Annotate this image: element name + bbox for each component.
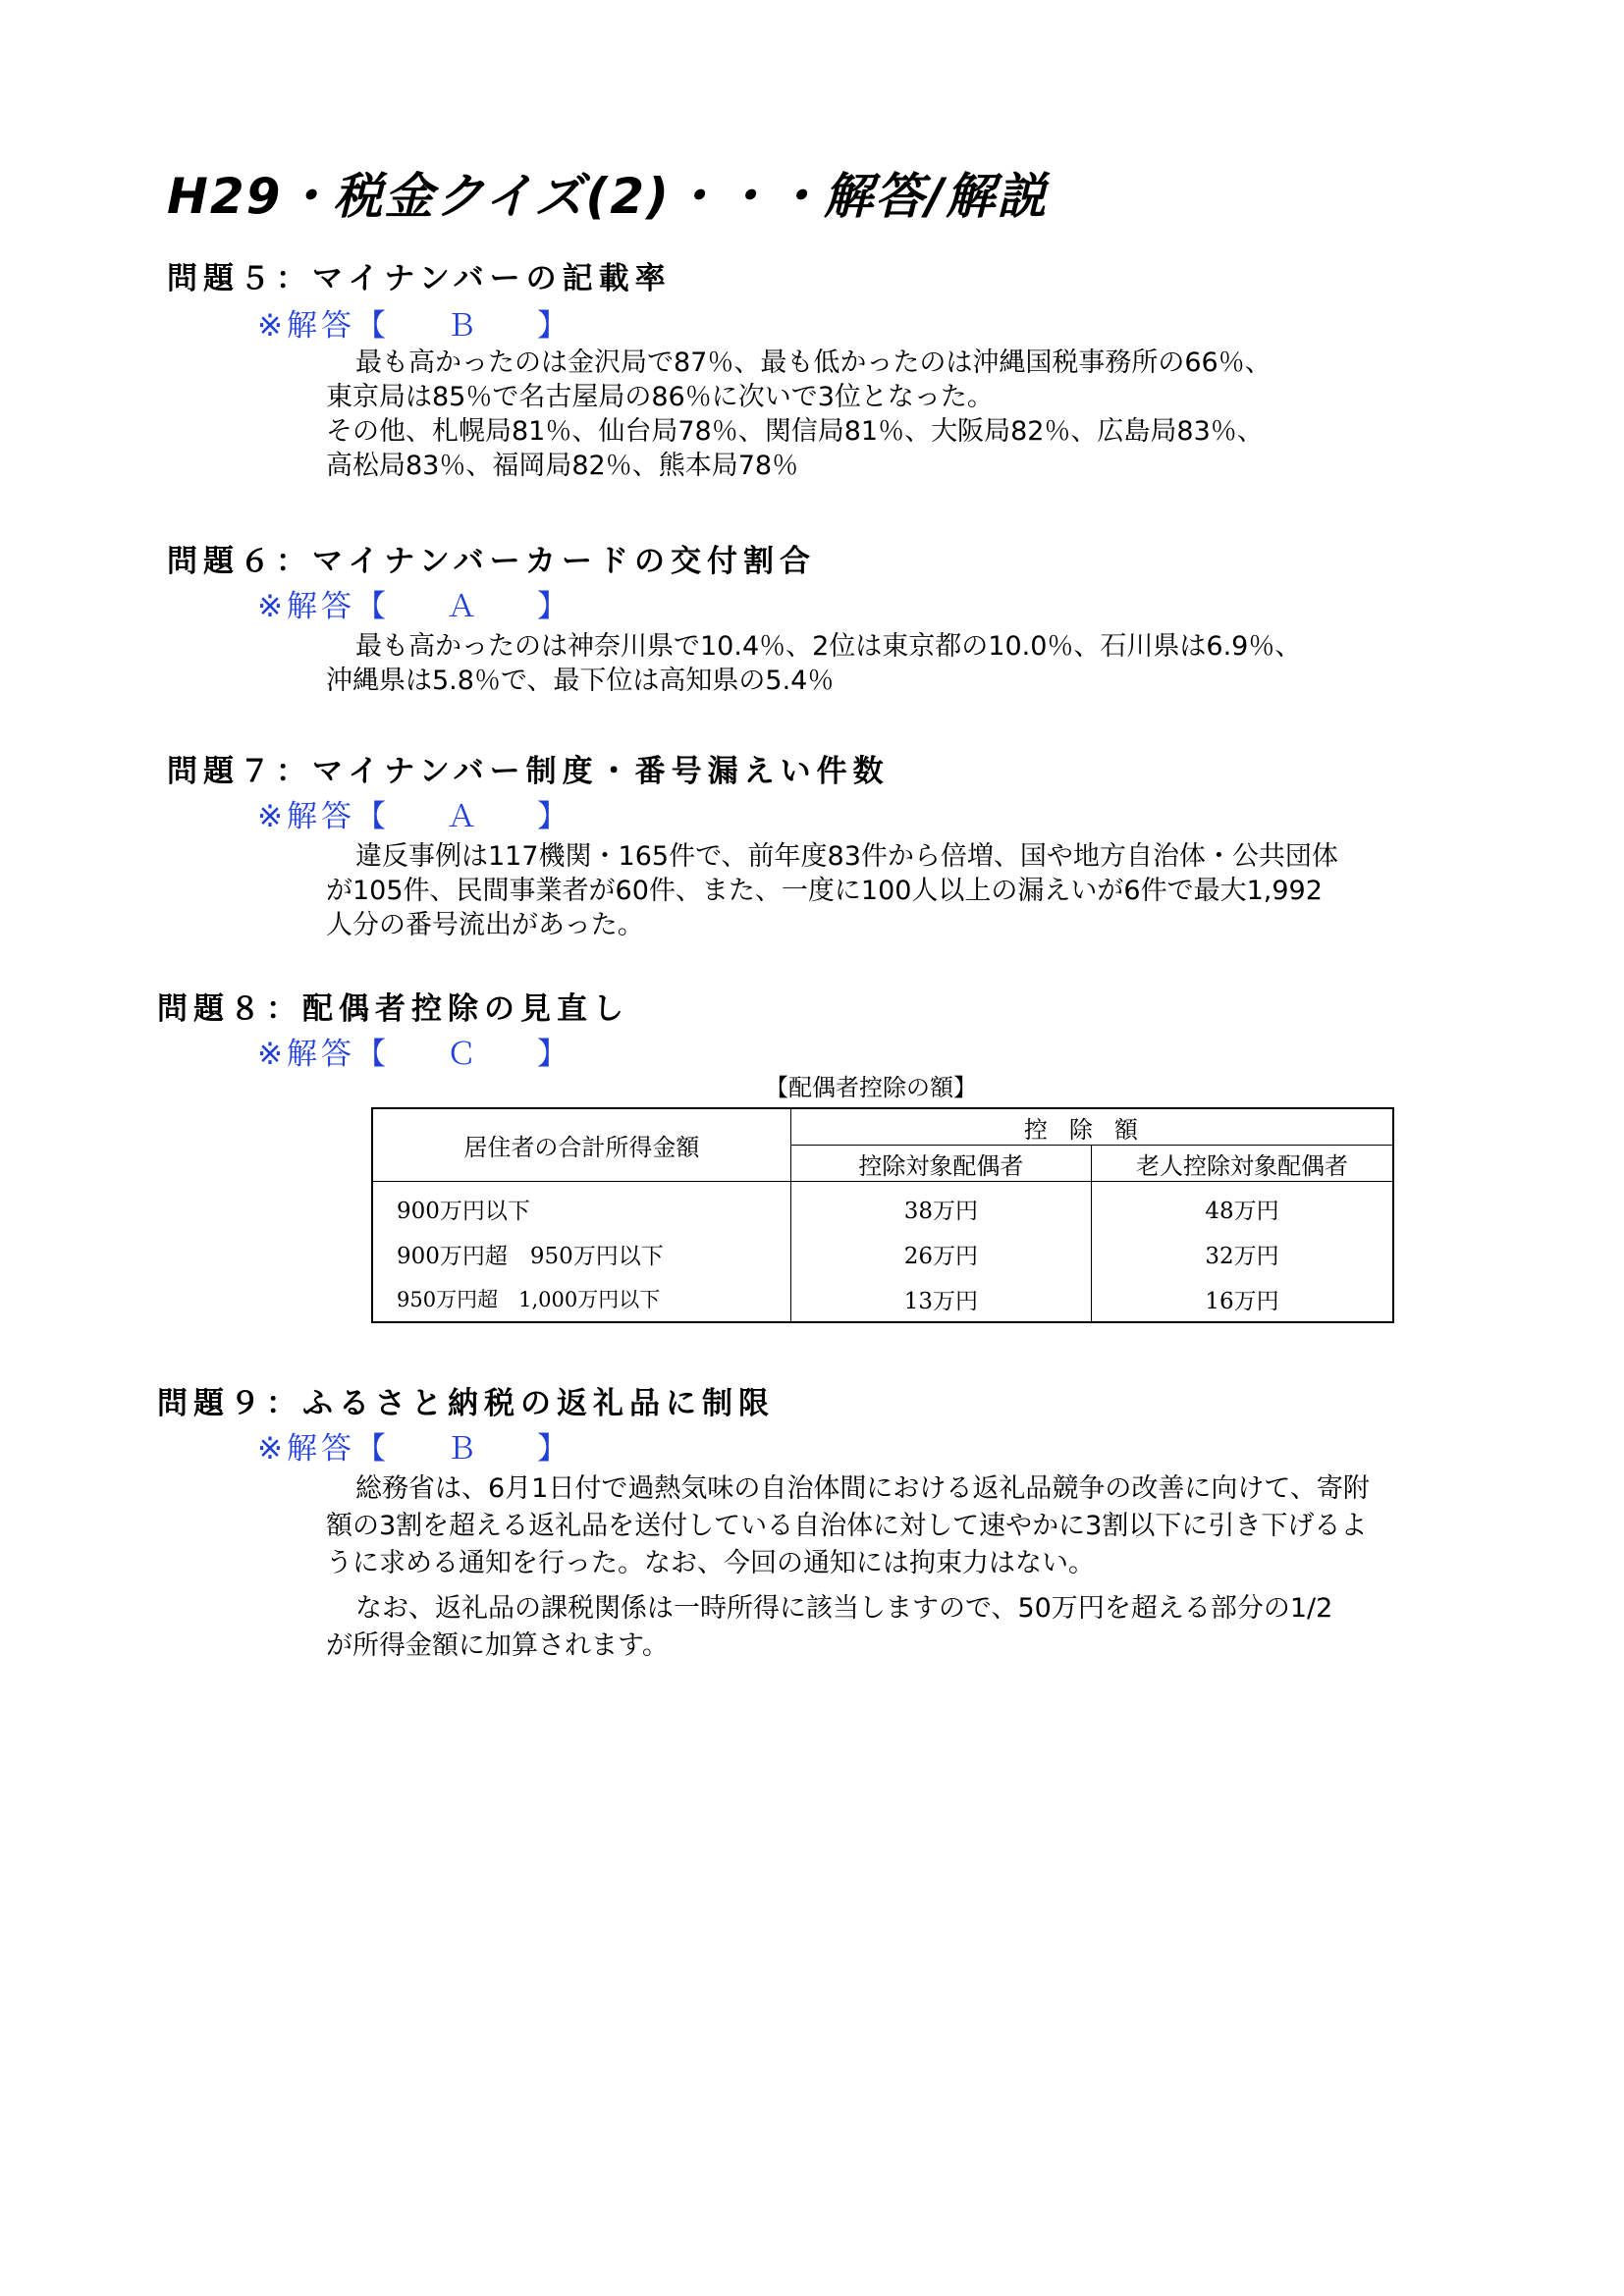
explanation-line: 東京局は85％で名古屋局の86％に次いで3位となった。 xyxy=(326,382,994,412)
explanation-line: が105件、民間事業者が60件、また、一度に100人以上の漏えいが6件で最大1,992 xyxy=(326,876,1323,906)
spouse-deduction-cell: 13万円 xyxy=(790,1276,1091,1322)
answer-letter: Ｃ xyxy=(446,1037,481,1072)
explanation-line: うに求める通知を行った。なお、今回の通知には拘束力はない。 xyxy=(326,1548,1095,1578)
question-5-explanation xyxy=(326,346,1494,483)
explanation-line: 人分の番号流出があった。 xyxy=(326,910,644,940)
answer-suffix: 】 xyxy=(536,1431,571,1467)
explanation-line: 違反事例は117機関・165件で、前年度83件から倍増、国や地方自治体・公共団体 xyxy=(355,841,1338,872)
explanation-line: その他、札幌局81％、仙台局78％、関信局81％、大阪局82％、広島局83％、 xyxy=(326,416,1264,447)
answer-letter: Ｂ xyxy=(446,1431,481,1467)
spousal-deduction-table xyxy=(371,1107,1394,1323)
question-8-heading: 問題８：配偶者控除の見直し xyxy=(157,991,629,1027)
question-9-heading: 問題９：ふるさと納税の返礼品に制限 xyxy=(157,1386,775,1421)
question-7-heading: 問題７：マイナンバー制度・番号漏えい件数 xyxy=(167,754,890,789)
explanation-line: 最も高かったのは金沢局で87％、最も低かったのは沖縄国税事務所の66％、 xyxy=(355,347,1272,378)
question-5-heading: 問題５：マイナンバーの記載率 xyxy=(167,261,672,296)
question-6-explanation xyxy=(326,629,1494,698)
answer-prefix: ※解答【 xyxy=(257,799,390,834)
question-9-answer xyxy=(257,1423,571,1468)
elderly-deduction-cell: 32万円 xyxy=(1092,1231,1393,1276)
table-caption: 【配偶者控除の額】 xyxy=(765,1074,977,1101)
spouse-deduction-cell: 38万円 xyxy=(790,1182,1091,1232)
question-5-answer xyxy=(257,300,571,345)
explanation-line: が所得金額に加算されます。 xyxy=(326,1630,669,1661)
page-title: H29・税金クイズ(2)・・・解答/解説 xyxy=(167,168,1049,225)
question-6-answer xyxy=(257,581,571,625)
question-6-heading: 問題６：マイナンバーカードの交付割合 xyxy=(167,544,817,579)
question-9-explanation xyxy=(326,1470,1494,1665)
column-header-income: 居住者の合計所得金額 xyxy=(372,1108,790,1182)
column-header-deduction: 控除額 xyxy=(790,1108,1393,1146)
explanation-line: 額の3割を超える返礼品を送付している自治体に対して速やかに3割以下に引き下げるよ xyxy=(326,1511,1368,1541)
column-header-elderly-spouse: 老人控除対象配偶者 xyxy=(1092,1146,1393,1182)
question-7-explanation xyxy=(326,839,1494,942)
elderly-deduction-cell: 48万円 xyxy=(1092,1182,1393,1232)
answer-suffix: 】 xyxy=(536,589,571,624)
explanation-line: 総務省は、6月1日付で過熱気味の自治体間における返礼品競争の改善に向けて、寄附 xyxy=(355,1473,1370,1504)
table-row xyxy=(372,1182,1393,1232)
answer-letter: Ａ xyxy=(446,799,481,834)
answer-prefix: ※解答【 xyxy=(257,308,390,344)
spouse-deduction-cell: 26万円 xyxy=(790,1231,1091,1276)
income-cell: 900万円以下 xyxy=(372,1182,790,1232)
answer-suffix: 】 xyxy=(536,1037,571,1072)
answer-letter: Ａ xyxy=(446,589,481,624)
answer-prefix: ※解答【 xyxy=(257,1431,390,1467)
elderly-deduction-cell: 16万円 xyxy=(1092,1276,1393,1322)
explanation-line: 沖縄県は5.8％で、最下位は高知県の5.4％ xyxy=(326,666,835,696)
answer-letter: Ｂ xyxy=(446,308,481,344)
explanation-line: なお、返礼品の課税関係は一時所得に該当しますので、50万円を超える部分の1/2 xyxy=(355,1593,1333,1624)
question-7-answer xyxy=(257,791,571,835)
explanation-line: 高松局83％、福岡局82％、熊本局78％ xyxy=(326,451,799,481)
income-cell: 950万円超 1,000万円以下 xyxy=(372,1276,790,1322)
income-cell: 900万円超 950万円以下 xyxy=(372,1231,790,1276)
table-row xyxy=(372,1231,1393,1276)
answer-prefix: ※解答【 xyxy=(257,589,390,624)
answer-prefix: ※解答【 xyxy=(257,1037,390,1072)
question-8-answer xyxy=(257,1029,571,1073)
column-header-spouse: 控除対象配偶者 xyxy=(790,1146,1091,1182)
answer-suffix: 】 xyxy=(536,799,571,834)
table-row xyxy=(372,1276,1393,1322)
explanation-line: 最も高かったのは神奈川県で10.4％、2位は東京都の10.0％、石川県は6.9％、 xyxy=(355,631,1302,662)
answer-suffix: 】 xyxy=(536,308,571,344)
